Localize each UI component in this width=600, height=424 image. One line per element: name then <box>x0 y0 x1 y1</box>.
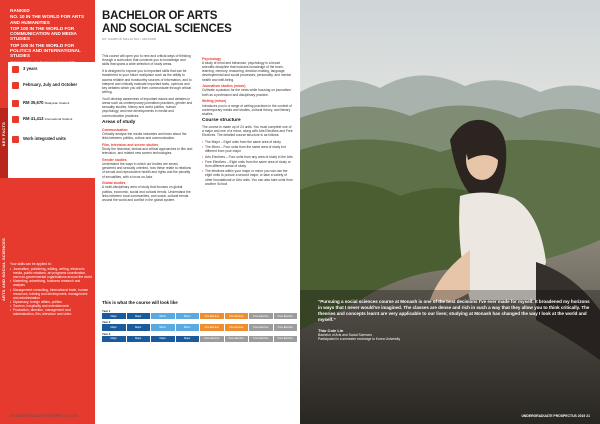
table-cell-interdis: Arts Elective <box>200 313 224 319</box>
key-fact-text <box>23 100 69 106</box>
table-cell-minor: Minor <box>151 313 175 319</box>
key-fact-value: February, July and October <box>23 82 78 87</box>
award-title: NO. 10 IN THE WORLD FOR ARTS AND HUMANITIES <box>10 14 85 25</box>
area-text: A study of mind and behaviour, psychology is a broad scientific discipline that includes knowledge of the brain, learning, memory, reasoning, decision making, language, developmental and social processes, personality, and mental health and well-being. <box>202 60 291 82</box>
key-fact-row <box>12 136 94 143</box>
body-columns <box>102 54 297 292</box>
area-text: Study the historical, textual and critical approaches to film and television, and related new screen technologies. <box>102 146 193 156</box>
area-title: Psychology <box>202 56 222 61</box>
building-icon <box>12 136 19 143</box>
page-footer-right: UNDERGRADUATE PROSPECTUS 2019 21 <box>521 414 590 418</box>
table-cell-major: Major <box>176 336 200 342</box>
key-fact-row <box>12 116 94 123</box>
table-row <box>102 324 297 330</box>
key-fact-note: Malaysian Student <box>44 101 70 105</box>
key-fact-value: 3 years <box>23 66 38 71</box>
key-fact-text <box>23 136 66 141</box>
structure-item: • Free Electives – Eight units from the same area of study or from different areas of study <box>202 160 293 168</box>
key-fact-row <box>12 100 94 107</box>
quote-course: Bachelor of Arts and Social Sciences <box>318 332 372 337</box>
rail-faculty <box>0 178 8 424</box>
structure-item: • The Minor – Four units from the same area of study but different from your major <box>202 145 293 153</box>
table-cell-interdis: Arts Elective <box>225 313 249 319</box>
skills-list <box>10 267 92 316</box>
skill-item: • Tourism, hospitality and entertainment <box>10 304 92 308</box>
skill-item: • Diplomacy, foreign affairs, politics <box>10 300 92 304</box>
tab-faculty: ARTS AND SOCIAL SCIENCES <box>1 238 6 302</box>
title-line-2: AND SOCIAL SCIENCES <box>102 22 232 35</box>
page-title <box>102 10 297 35</box>
skill-item: • Marketing, advertising, business research and analysis <box>10 279 92 287</box>
area-title: Gender studies <box>102 157 127 162</box>
award-title: RANKED <box>10 8 30 13</box>
quote-text: “Pursuing a social sciences course at Monash is one of the best decisions I've ever made for myself. It broadened my horizons in ways that I never would've imagined. The classes are dense and rich in such a way that they allow you to think critically. The theories and concepts learnt are very applicable to our lives; studying at Monash has changed the way I look at the world and myself.” <box>318 299 590 322</box>
awards-block <box>10 8 92 64</box>
structure-intro: The course is made up of 24 units. You must complete one of a major and one of a minor, along with Arts Electives and Free Electives. The detailed course structure is as follows: <box>202 124 293 138</box>
key-fact-row <box>12 66 94 73</box>
area-title: Writing (minor) <box>202 99 227 104</box>
table-cell-major: Major <box>102 336 126 342</box>
intro-paragraph: It is designed to expose you to important skills that can be transferred to your future workplace such as the ability to access reliable and trustworthy sources of information, and to interpret and critically evaluate important facts, opinions and key debates which you will then communicate through critical writing. <box>102 69 192 95</box>
key-fact-value: RM 35,670 <box>23 100 44 105</box>
structure-item: • The Major – Eight units from the same area of study <box>202 140 293 144</box>
table-caption: This is what the course will look like <box>102 300 178 305</box>
table-cell-major: Major <box>127 313 151 319</box>
key-fact-value: RM 41,413 <box>23 116 44 121</box>
table-cell-major: Major <box>102 313 126 319</box>
body-column-1 <box>102 54 193 205</box>
areas-heading: Areas of study <box>102 119 136 125</box>
calendar-icon <box>12 82 19 89</box>
intro-paragraph: This course will open you to new and critical ways of thinking through a curriculum that connects you to knowledge and skills that spans a wide selection of study areas. <box>102 54 191 67</box>
area-title: Global studies <box>102 181 126 186</box>
course-table <box>102 308 297 342</box>
student-photo <box>300 0 600 424</box>
table-year-label: Year 2 <box>102 320 111 325</box>
table-year-label: Year 3 <box>102 331 111 336</box>
table-row <box>102 336 297 342</box>
side-rail <box>0 0 8 424</box>
area-text: Critically analyse the media industries and learn about the links between politics, culture and communication. <box>102 131 187 140</box>
table-cell-minor: Minor <box>176 324 200 330</box>
key-fact-note: International Student <box>44 117 73 121</box>
table-cell-free: Free Elective <box>249 313 273 319</box>
table-cell-free: Free Elective <box>249 324 273 330</box>
table-cell-major: Major <box>127 336 151 342</box>
right-page <box>300 0 600 424</box>
award-title: TOP 100 IN THE WORLD FOR COMMUNICATION AND MEDIA STUDIES <box>10 25 77 42</box>
body-column-2 <box>202 54 293 187</box>
key-fact-text <box>23 66 37 71</box>
key-fact-text <box>23 82 77 87</box>
table-cell-free: Free Elective <box>200 336 224 342</box>
table-cell-major: Major <box>102 324 126 330</box>
area-text: Cultivate a passion for the news while focusing on journalism both as a profession and disciplinary practice. <box>202 88 291 97</box>
table-cell-free: Free Elective <box>274 336 298 342</box>
table-cell-interdis: Arts Elective <box>225 324 249 330</box>
table-cell-free: Free Elective <box>249 336 273 342</box>
key-facts-panel <box>8 62 95 178</box>
skills-lead: Your skills can be applied to: <box>10 262 52 266</box>
title-line-1: BACHELOR OF ARTS <box>102 10 218 22</box>
quote-author: Thio Cole Lin <box>318 327 344 333</box>
key-fact-text <box>23 116 72 122</box>
structure-heading: Course structure <box>202 118 241 124</box>
area-title: Journalism studies (minor) <box>202 84 246 89</box>
page-footer-left: 20 UNDERGRADUATE PROSPECTUS 2019 <box>10 414 79 418</box>
areas-list <box>202 57 293 117</box>
table-cell-minor: Minor <box>176 313 200 319</box>
table-cell-major: Major <box>151 336 175 342</box>
byline: MY CAMPUS MALAYSIA • MAJORS <box>102 37 157 41</box>
areas-list <box>102 128 193 203</box>
area-title: Communication <box>102 127 128 132</box>
area-title: Film, television and screen studies <box>102 142 159 147</box>
table-cell-minor: Minor <box>151 324 175 330</box>
money-icon <box>12 116 19 123</box>
table-cell-major: Major <box>127 324 151 330</box>
structure-item: • The electives within your major or minor you can use the eight units to pursue a second major, or take a variety of other foundational or Arts units. You can also take units from another School <box>202 169 293 186</box>
structure-list <box>202 140 293 186</box>
table-row <box>102 313 297 319</box>
key-fact-row <box>12 82 94 89</box>
quote-detail: Participated in a semester exchange to Korea University <box>318 337 401 342</box>
award-title: TOP 100 IN THE WORLD FOR POLITICS AND INTERNATIONAL STUDIES <box>10 42 81 59</box>
skill-item: • Management consulting, international trade, human resources, training and development, management and administration <box>10 288 92 300</box>
tab-key-facts: KEY FACTS <box>1 122 6 147</box>
clock-icon <box>12 66 19 73</box>
money-icon <box>12 100 19 107</box>
area-text: A multi-disciplinary area of study that focuses on global politics, economic, social and cultural trends. Understand the links between local communities, and social, cultural trends around the world and conflict in the global system. <box>102 185 191 203</box>
skill-item: • Production, direction, management and administration, film, television and video <box>10 308 92 316</box>
table-year-label: Year 1 <box>102 309 111 313</box>
table-cell-free: Free Elective <box>274 313 298 319</box>
structure-item: • Arts Electives – Four units from any area of study in the Arts <box>202 155 293 159</box>
skills-block <box>10 262 92 316</box>
rail-key-facts <box>0 108 8 178</box>
table-cell-free: Free Elective <box>225 336 249 342</box>
key-fact-value: Work integrated units <box>23 136 66 141</box>
area-text: Understand the ways in which our bodies are sexed, gendered and sexually oriented, how these relate to relations of sexual and reproductive health and rights and the plurality of sexualities, with a focus on Asia. <box>102 161 192 179</box>
table-cell-free: Free Elective <box>274 324 298 330</box>
table-cell-interdis: Arts Elective <box>200 324 224 330</box>
rail-top <box>0 0 8 108</box>
heading-block <box>102 10 297 41</box>
skill-item: • Journalism, publishing, editing, writing, electronic media, public relations, art programs coordination, and non-governmental organisations around the world <box>10 267 92 279</box>
student-quote <box>318 299 590 341</box>
area-text: Introduces you to a range of writing practices in the context of contemporary media and studies, cultural theory, and literary studies. <box>202 103 292 116</box>
intro-paragraph: You'll develop awareness of important issues and debates in areas such as contemporary journalism practices, gender and sexuality studies, history and world politics, human psychology, and new developments in media and communication practices. <box>102 96 193 118</box>
